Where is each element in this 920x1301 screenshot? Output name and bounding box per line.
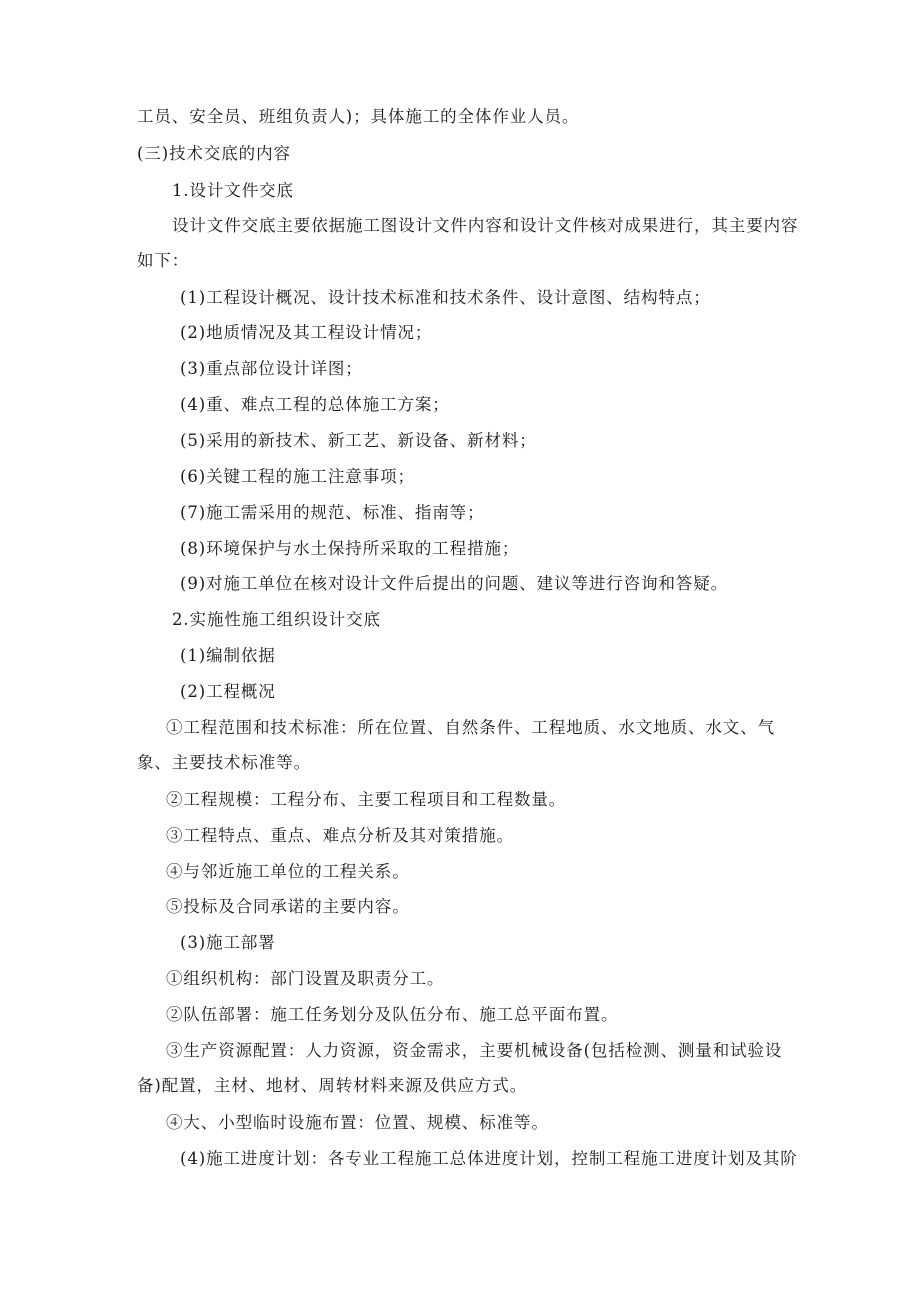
subsection-heading: 2.实施性施工组织设计交底 xyxy=(172,610,381,629)
paragraph-line: 如下： xyxy=(137,251,190,270)
subsection-heading: 1.设计文件交底 xyxy=(172,181,294,200)
paragraph-line: 象、主要技术标准等。 xyxy=(137,753,311,772)
list-item: (4)施工进度计划：各专业工程施工总体进度计划，控制工程施工进度计划及其阶 xyxy=(180,1149,798,1168)
paragraph-line: 备)配置，主材、地材、周转材料来源及供应方式。 xyxy=(137,1076,528,1095)
text-line: 工员、安全员、班组负责人)；具体施工的全体作业人员。 xyxy=(137,107,580,126)
list-item: (1)编制依据 xyxy=(180,646,276,665)
list-item: (1)工程设计概况、设计技术标准和技术条件、设计意图、结构特点； xyxy=(180,288,711,307)
list-item: (7)施工需采用的规范、标准、指南等； xyxy=(180,503,485,522)
list-item: ④与邻近施工单位的工程关系。 xyxy=(166,862,410,881)
list-item: (3)施工部署 xyxy=(180,933,276,952)
list-item: ②队伍部署：施工任务划分及队伍分布、施工总平面布置。 xyxy=(166,1005,619,1024)
section-heading: (三)技术交底的内容 xyxy=(137,144,291,163)
list-item: (6)关键工程的施工注意事项； xyxy=(180,467,415,486)
list-item: (2)地质情况及其工程设计情况； xyxy=(180,323,433,342)
list-item: (5)采用的新技术、新工艺、新设备、新材料； xyxy=(180,431,537,450)
list-item: ③生产资源配置：人力资源，资金需求，主要机械设备(包括检测、测量和试验设 xyxy=(166,1041,783,1060)
paragraph-line: 设计文件交底主要依据施工图设计文件内容和设计文件核对成果进行，其主要内容 xyxy=(172,216,799,235)
list-item: (2)工程概况 xyxy=(180,682,276,701)
list-item: (9)对施工单位在核对设计文件后提出的问题、建议等进行咨询和答疑。 xyxy=(180,574,729,593)
list-item: (4)重、难点工程的总体施工方案； xyxy=(180,395,450,414)
list-item: ④大、小型临时设施布置：位置、规模、标准等。 xyxy=(166,1113,549,1132)
list-item: (8)环境保护与水土保持所采取的工程措施； xyxy=(180,539,520,558)
list-item: ①组织机构：部门设置及职责分工。 xyxy=(166,969,445,988)
list-item: (3)重点部位设计详图； xyxy=(180,359,363,378)
list-item: ①工程范围和技术标准：所在位置、自然条件、工程地质、水文地质、水文、气 xyxy=(166,718,775,737)
list-item: ⑤投标及合同承诺的主要内容。 xyxy=(166,897,410,916)
list-item: ③工程特点、重点、难点分析及其对策措施。 xyxy=(166,826,514,845)
list-item: ②工程规模：工程分布、主要工程项目和工程数量。 xyxy=(166,790,567,809)
